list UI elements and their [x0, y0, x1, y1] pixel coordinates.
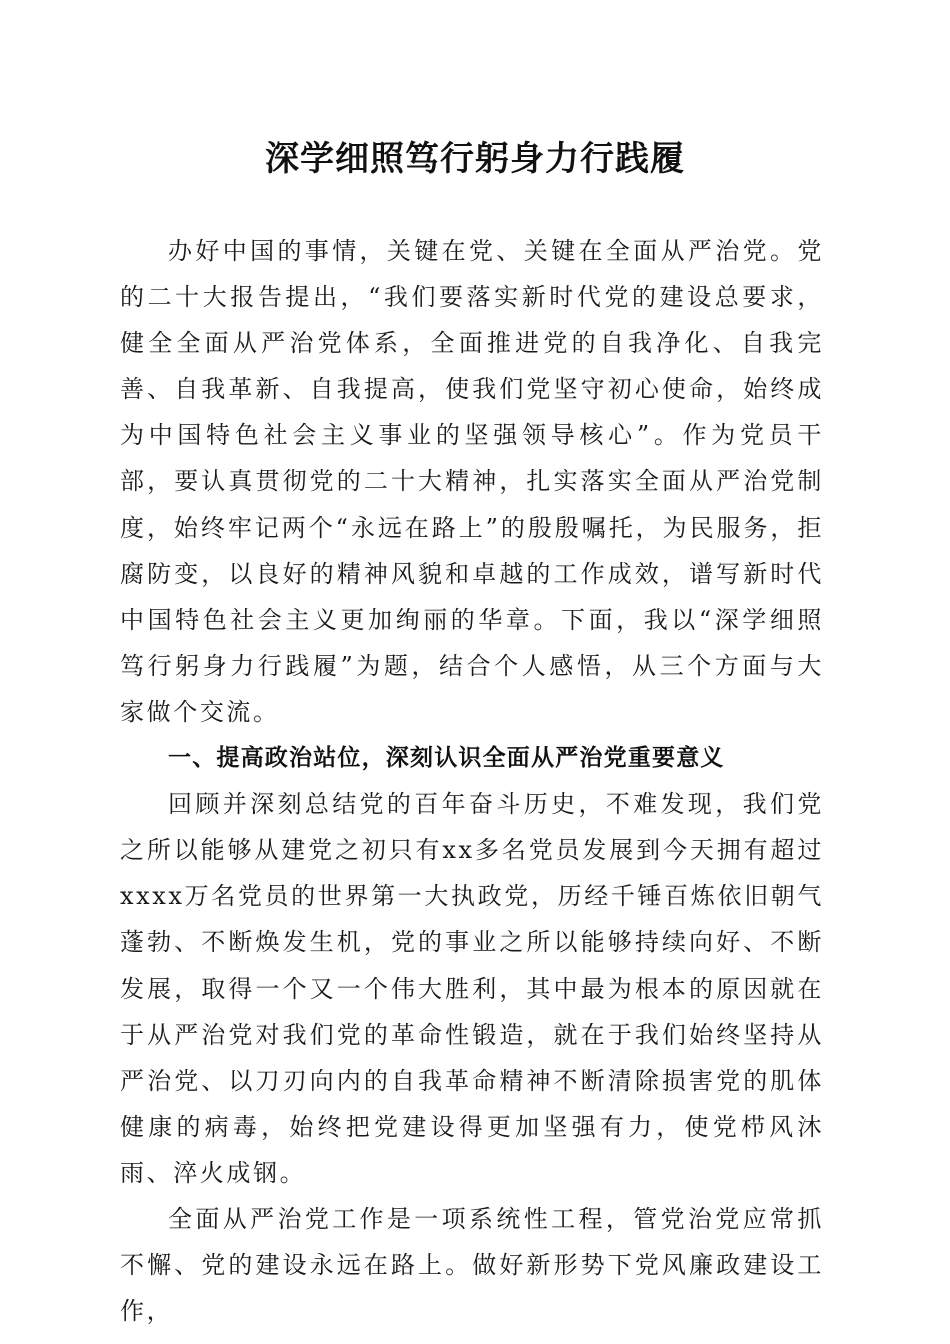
body-paragraph: 全面从严治党工作是一项系统性工程，管党治党应常抓不懈、党的建设永远在路上。做好新形势下党风廉政建设工作，: [120, 1204, 824, 1326]
intro-paragraph: 办好中国的事情，关键在党、关键在全面从严治党。党的二十大报告提出，“我们要落实新时代党的建设总要求，健全全面从严治党体系，全面推进党的自我净化、自我完善、自我革新、自我提高，使我们党坚守初心使命，始终成为中国特色社会主义事业的坚强领导核心”。作为党员干部，要认真贯彻党的二十大精神，扎实落实全面从严治党制度，始终牢记两个“永远在路上”的殷殷嘱托，为民服务，拒腐防变，以良好的精神风貌和卓越的工作成效，谱写新时代中国特色社会主义更加绚丽的华章。下面，我以“深学细照笃行躬身力行践履”为题，结合个人感悟，从三个方面与大家做个交流。: [120, 237, 824, 726]
body-paragraph: 回顾并深刻总结党的百年奋斗历史，不难发现，我们党之所以能够从建党之初只有xx多名党员发展到今天拥有超过xxxx万名党员的世界第一大执政党，历经千锤百炼依旧朝气蓬勃、不断焕发生机，党的事业之所以能够持续向好、不断发展，取得一个又一个伟大胜利，其中最为根本的原因就在于从严治党对我们党的革命性锻造，就在于我们始终坚持从严治党、以刀刃向内的自我革命精神不断清除损害党的肌体健康的病毒，始终把党建设得更加坚强有力，使党栉风沐雨、淬火成钢。: [120, 790, 824, 1187]
document-title: 深学细照笃行躬身力行践履: [265, 139, 685, 179]
section-heading: 一、提高政治站位，深刻认识全面从严治党重要意义: [168, 745, 725, 772]
document-body: [120, 228, 824, 1334]
